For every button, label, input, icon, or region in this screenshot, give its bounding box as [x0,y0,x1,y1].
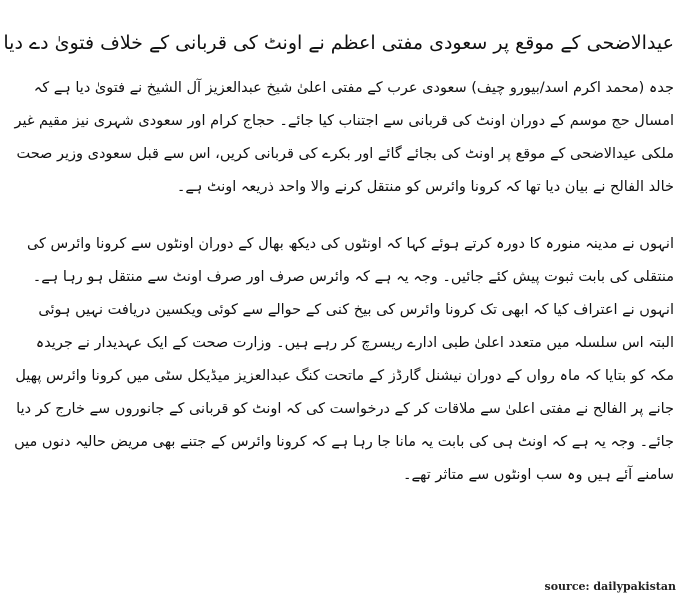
article [3,30,674,492]
source-credit: source: dailypakistan [544,580,676,593]
article-paragraph: انہوں نے مدینہ منورہ کا دورہ کرتے ہوئے کہا کہ اونٹوں کی دیکھ بھال کے دوران اونٹوں سے کرونا وائرس کی منتقلی کی بابت ثبوت پیش کئے جائیں۔ وجہ یہ ہے کہ وائرس صرف اور صرف اونٹ سے منتقل ہو رہا ہے۔ انہوں نے اعتراف کیا کہ ابھی تک کرونا وائرس کی بیخ کنی کے حوالے سے کوئی ویکسین دریافت نہیں ہوئی البتہ اس سلسلہ میں متعدد اعلیٰ طبی ادارے ریسرچ کر رہے ہیں۔ وزارت صحت کے ایک عہدیدار نے جریدہ مکہ کو بتایا کہ ماہ رواں کے دوران نیشنل گارڈز کے ماتحت کنگ عبدالعزیز میڈیکل سٹی میں کرونا وائرس پھیل جانے پر الفالح نے مفتی اعلیٰ سے ملاقات کر کے درخواست کی کہ اونٹ کو قربانی کے جانوروں سے خارج کر دیا جائے۔ وجہ یہ ہے کہ اونٹ ہی کی بابت یہ مانا جا رہا ہے کہ کرونا وائرس کے جتنے بھی مریض حالیہ دنوں میں سامنے آئے ہیں وہ سب اونٹوں سے متاثر تھے۔ [14,236,674,483]
headline: عیدالاضحی کے موقع پر سعودی مفتی اعظم نے اونٹ کی قربانی کے خلاف فتویٰ دے دیا [3,32,674,54]
article-paragraph: جدہ (محمد اکرم اسد/بیورو چیف) سعودی عرب کے مفتی اعلیٰ شیخ عبدالعزیز آل الشیخ نے فتویٰ دیا ہے کہ امسال حج موسم کے دوران اونٹ کی قربانی سے اجتناب کیا جائے۔ حجاج کرام اور سعودی شہری نیز مقیم غیر ملکی عیدالاضحی کے موقع پر اونٹ کی بجائے گائے اور بکرے کی قربانی کریں، اس سے قبل سعودی وزیر صحت خالد الفالح نے بیان دیا تھا کہ کرونا وائرس کو منتقل کرنے والا واحد ذریعہ اونٹ ہے۔ [14,80,674,195]
